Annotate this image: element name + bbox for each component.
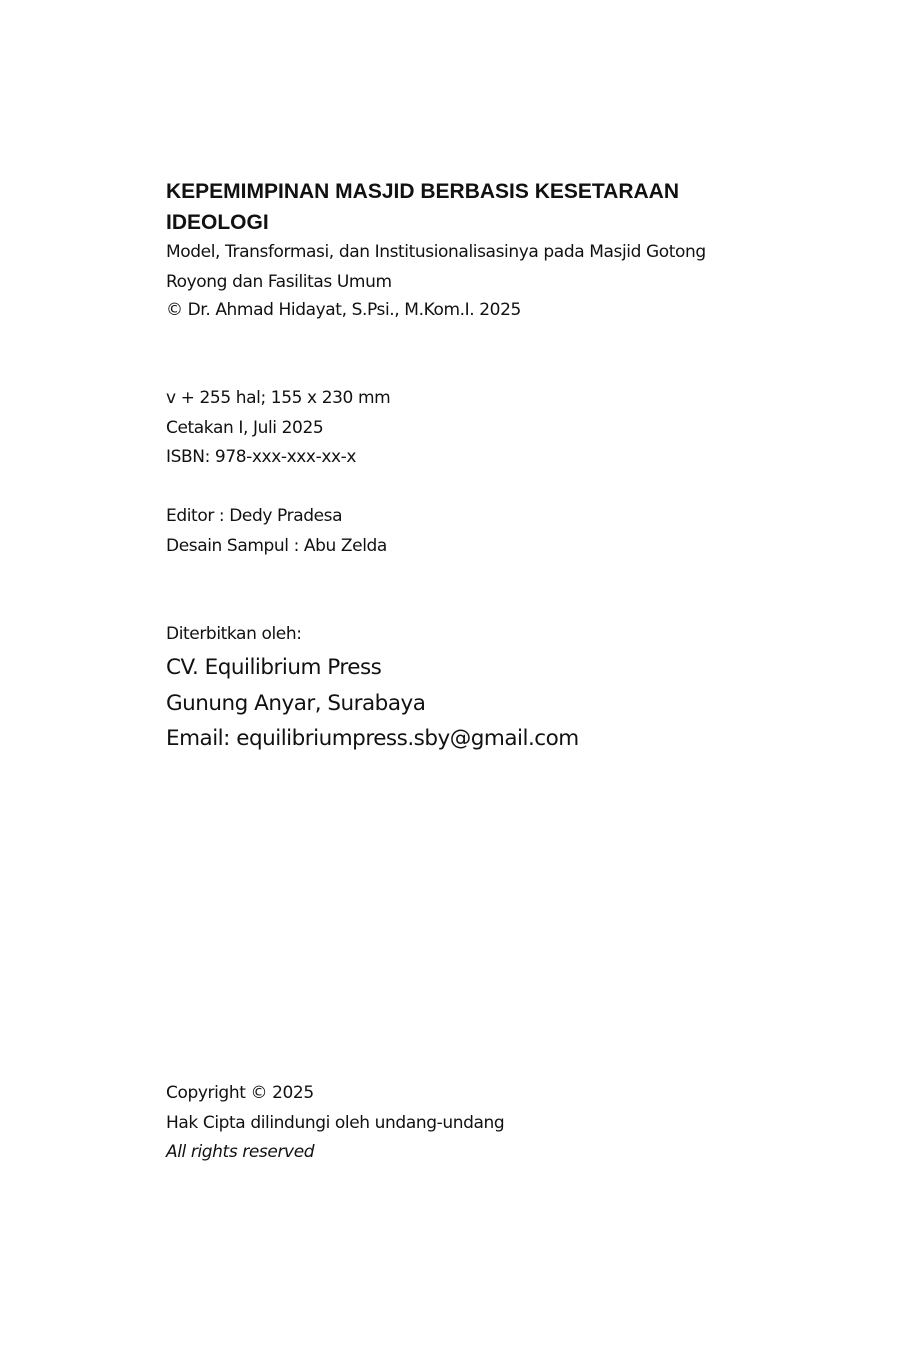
all-rights-reserved: All rights reserved <box>166 1142 315 1162</box>
book-details <box>166 384 390 473</box>
editor: Editor : Dedy Pradesa <box>166 506 343 526</box>
book-title: KEPEMIMPINAN MASJID BERBASIS KESETARAAN IDEOLOGI <box>166 180 679 234</box>
edition: Cetakan I, Juli 2025 <box>166 417 324 438</box>
book-subtitle: Model, Transformasi, dan Institusionalisasinya pada Masjid Gotong Royong dan Fasilitas Umum <box>166 242 706 292</box>
author-copyright: © Dr. Ahmad Hidayat, S.Psi., M.Kom.I. 2025 <box>166 300 521 320</box>
publisher-address: Gunung Anyar, Surabaya <box>166 690 426 716</box>
isbn: ISBN: 978-xxx-xxx-xx-x <box>166 447 357 467</box>
copyright-year: Copyright © 2025 <box>166 1083 314 1103</box>
published-by-label: Diterbitkan oleh: <box>166 624 302 644</box>
rights-protected: Hak Cipta dilindungi oleh undang-undang <box>166 1112 505 1133</box>
publisher-email: Email: equilibriumpress.sby@gmail.com <box>166 726 579 751</box>
publisher-info <box>166 650 579 757</box>
rights-notice <box>166 1079 504 1168</box>
publisher-name: CV. Equilibrium Press <box>166 655 382 680</box>
cover-design: Desain Sampul : Abu Zelda <box>166 535 387 556</box>
publisher-label <box>166 620 302 650</box>
credits <box>166 502 387 561</box>
pages-size: v + 255 hal; 155 x 230 mm <box>166 388 391 408</box>
